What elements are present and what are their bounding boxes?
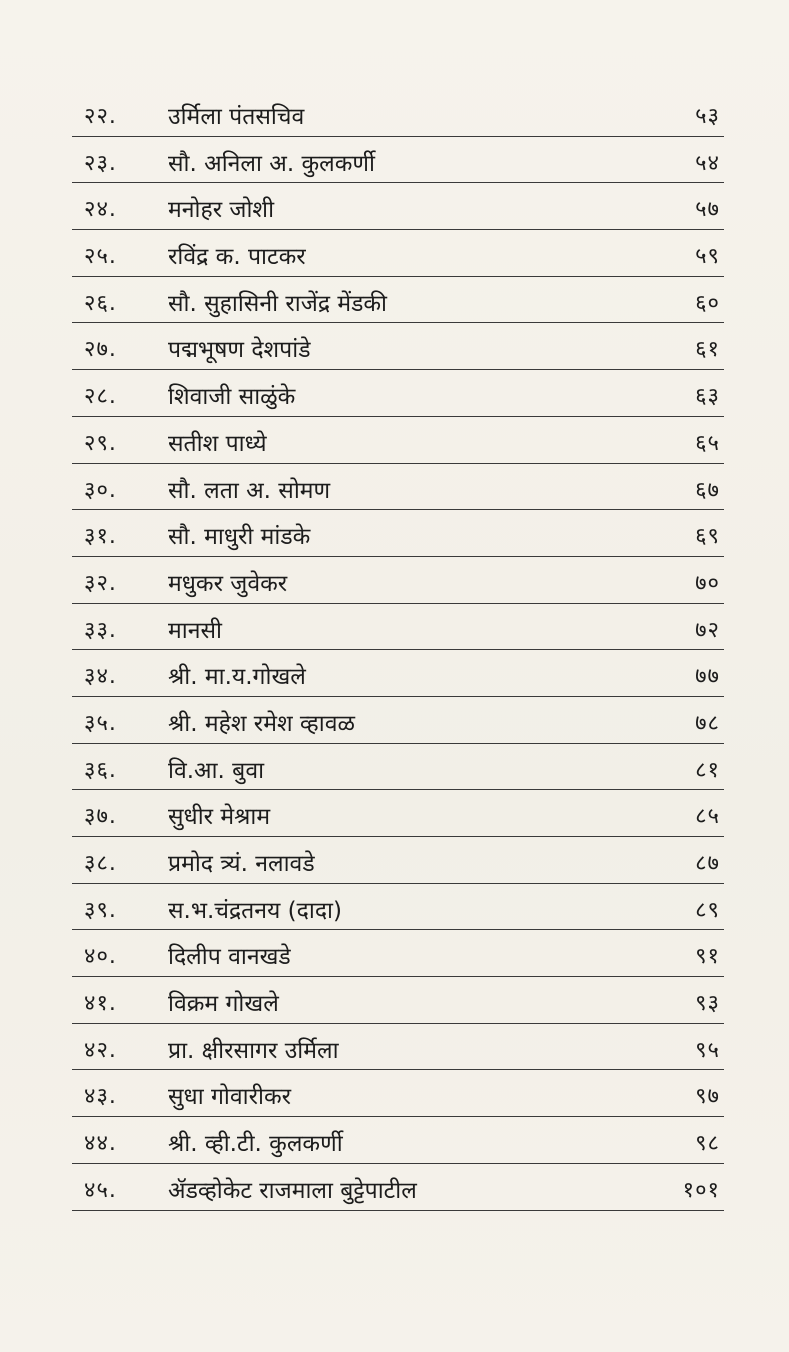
entry-page-number: ८७ [695, 851, 720, 876]
entry-number: ३८. [84, 851, 117, 876]
entry-title: मानसी [168, 617, 222, 644]
entry-number: ३७. [84, 804, 117, 830]
toc-row [72, 230, 724, 277]
entry-title: स.भ.चंद्रतनय (दादा) [168, 897, 342, 924]
entry-page-number: ७२ [695, 617, 720, 643]
toc-row [72, 417, 724, 464]
entry-title: रविंद्र क. पाटकर [168, 244, 306, 271]
entry-page-number: ५७ [695, 197, 720, 223]
entry-title: सौ. लता अ. सोमण [168, 477, 331, 504]
entry-number: ३३. [84, 617, 117, 643]
entry-title: ॲडव्होकेट राजमाला बुट्टेपाटील [168, 1177, 417, 1204]
entry-title: पद्मभूषण देशपांडे [168, 337, 311, 364]
entry-page-number: ६५ [695, 430, 720, 456]
entry-number: ४१. [84, 991, 117, 1017]
entry-number: ३२. [84, 570, 117, 596]
entry-page-number: १०१ [682, 1177, 720, 1203]
toc-row [72, 323, 724, 370]
entry-page-number: ७७ [695, 664, 720, 690]
entry-title: प्रमोद त्र्यं. नलावडे [168, 851, 315, 877]
entry-number: ३६. [84, 757, 117, 783]
entry-page-number: ६७ [695, 477, 720, 503]
entry-page-number: ९५ [695, 1037, 720, 1063]
entry-title: शिवाजी साळुंके [168, 384, 296, 411]
entry-title: उर्मिला पंतसचिव [168, 104, 305, 130]
toc-row [72, 277, 724, 324]
entry-title: मधुकर जुवेकर [168, 570, 288, 597]
entry-number: २५. [84, 244, 117, 270]
entry-page-number: ७८ [695, 710, 720, 736]
entry-page-number: ९१ [695, 944, 720, 970]
entry-number: ३१. [84, 524, 117, 550]
entry-number: ४४. [84, 1131, 117, 1157]
entry-page-number: ६३ [695, 384, 720, 410]
entry-title: वि.आ. बुवा [168, 757, 265, 784]
toc-row [72, 557, 724, 604]
entry-number: २७. [84, 337, 117, 363]
toc-row [72, 1024, 724, 1071]
toc-row [72, 697, 724, 744]
toc-row [72, 604, 724, 651]
entry-page-number: ६१ [695, 337, 720, 363]
toc-row [72, 464, 724, 511]
toc-row [72, 837, 724, 884]
table-of-contents [72, 90, 724, 1211]
toc-row [72, 370, 724, 417]
entry-title: प्रा. क्षीरसागर उर्मिला [168, 1037, 339, 1064]
entry-page-number: ८५ [695, 804, 720, 830]
entry-number: ४०. [84, 944, 117, 970]
entry-number: ४५. [84, 1177, 117, 1203]
toc-row [72, 744, 724, 791]
entry-page-number: ८१ [695, 757, 720, 783]
entry-title: विक्रम गोखले [168, 991, 279, 1018]
entry-number: २२. [84, 104, 117, 129]
entry-page-number: ५४ [695, 150, 720, 176]
entry-title: मनोहर जोशी [168, 197, 275, 224]
entry-number: २३. [84, 150, 117, 176]
entry-page-number: ८९ [695, 897, 720, 923]
entry-number: ४३. [84, 1084, 117, 1110]
entry-page-number: ६९ [695, 524, 720, 550]
toc-row [72, 1117, 724, 1164]
toc-row [72, 183, 724, 230]
entry-page-number: ९८ [695, 1131, 720, 1157]
entry-title: सुधा गोवारीकर [168, 1084, 292, 1111]
toc-row [72, 90, 724, 137]
entry-title: श्री. महेश रमेश व्हावळ [168, 710, 355, 737]
entry-title: सतीश पाध्ये [168, 430, 267, 457]
entry-title: सुधीर मेश्राम [168, 804, 271, 831]
toc-row [72, 977, 724, 1024]
entry-number: ४२. [84, 1037, 117, 1063]
entry-number: ३९. [84, 897, 117, 923]
entry-title: सौ. माधुरी मांडके [168, 524, 311, 551]
entry-page-number: ९३ [695, 991, 720, 1017]
toc-row [72, 930, 724, 977]
toc-row [72, 650, 724, 697]
entry-page-number: ७० [695, 570, 720, 596]
toc-row [72, 1070, 724, 1117]
entry-number: ३०. [84, 477, 117, 503]
entry-title: श्री. मा.य.गोखले [168, 664, 306, 691]
entry-number: २४. [84, 197, 117, 223]
entry-number: ३४. [84, 664, 117, 690]
entry-title: सौ. अनिला अ. कुलकर्णी [168, 150, 375, 177]
entry-number: २८. [84, 384, 117, 410]
entry-title: दिलीप वानखडे [168, 944, 291, 971]
entry-number: ३५. [84, 710, 117, 736]
toc-row [72, 884, 724, 931]
entry-title: श्री. व्ही.टी. कुलकर्णी [168, 1131, 343, 1158]
toc-row [72, 1164, 724, 1211]
toc-row [72, 790, 724, 837]
toc-row [72, 137, 724, 184]
entry-page-number: ५३ [695, 104, 720, 129]
toc-row [72, 510, 724, 557]
entry-page-number: ६० [695, 290, 720, 316]
entry-page-number: ५९ [695, 244, 720, 270]
entry-number: २६. [84, 290, 117, 316]
entry-number: २९. [84, 430, 117, 456]
entry-page-number: ९७ [695, 1084, 720, 1110]
entry-title: सौ. सुहासिनी राजेंद्र मेंडकी [168, 290, 388, 317]
